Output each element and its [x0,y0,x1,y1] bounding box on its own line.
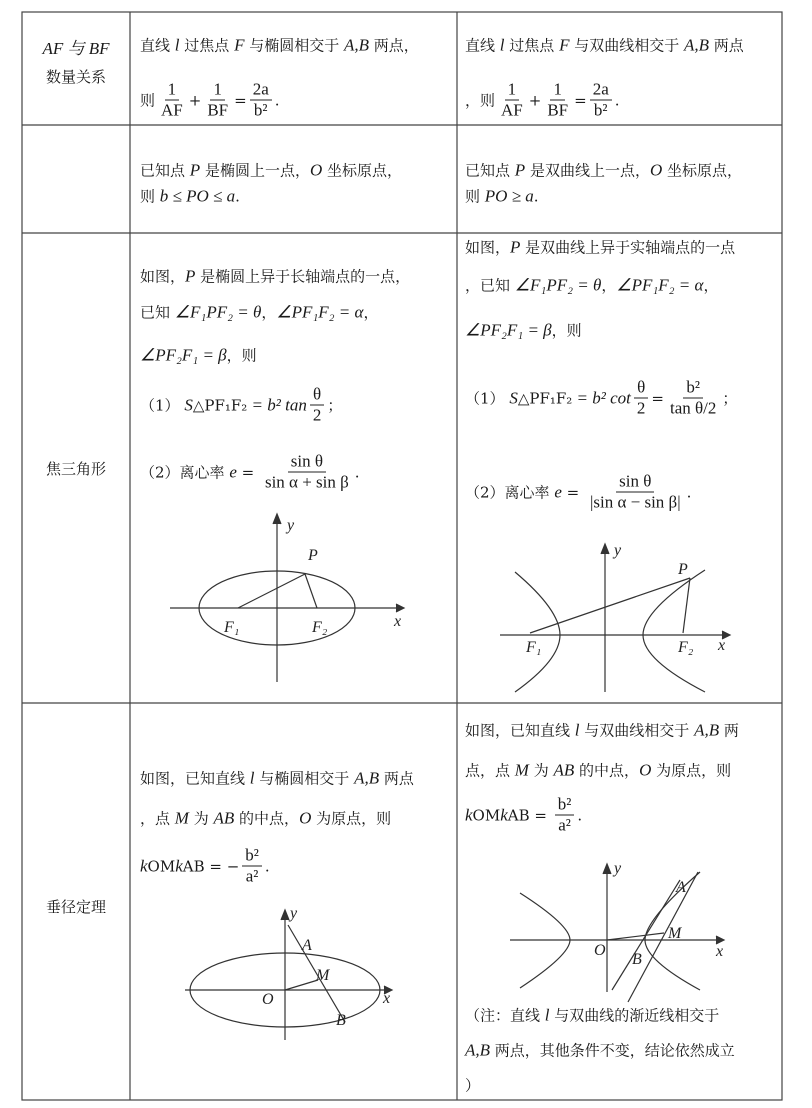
math-text: F [234,35,245,54]
text-line [140,452,360,493]
hyperbola-chord-diagram [510,864,724,1002]
math-text: ∠PF₁F₂ = α [616,275,704,294]
text: 两点， [369,36,419,55]
text: 坐标原点， [662,161,743,180]
text: 则 [140,187,160,206]
fraction [498,80,526,121]
math-text: O [299,808,312,827]
fraction [204,80,231,121]
fraction [310,385,325,426]
text: 是双曲线上一点， [525,161,650,180]
math-text: k [175,856,183,875]
math-text: A,B [354,768,380,787]
text: 为 [528,761,554,780]
text-line [465,1005,719,1026]
text: （2）离心率 [465,483,555,502]
label-f1: F₁ [526,639,542,656]
text-line [465,1075,480,1096]
text: ，则 [465,91,496,110]
text: 则 [465,187,485,206]
text: ， [601,276,617,295]
text: 坐标原点， [322,161,403,180]
fraction-denominator: |sin α − sin β| [589,492,681,512]
text: 与双曲线相交于 [569,36,684,55]
text-line [465,35,744,56]
fraction [634,378,649,419]
text: （1） [465,389,510,408]
fraction-numerator: sin θ [288,452,326,473]
text-line [140,35,419,56]
label-p: P [678,561,688,578]
text-line [465,186,539,207]
label-m: M [316,967,330,984]
row-label-focal-triangle: 焦三角形 [45,460,106,478]
fraction [158,80,186,121]
math-text: P [510,237,521,256]
fraction-denominator: AF [501,100,523,120]
text-line [465,320,582,341]
text: . [533,187,539,205]
fraction [590,80,612,121]
fraction-denominator: AF [161,100,183,120]
text-line [140,160,402,181]
text: 两点，其他条件不变，结论依然成立 [490,1041,735,1060]
label-p: P [308,547,318,564]
text: . [354,463,360,481]
text: . [614,91,620,109]
fraction-denominator: tan θ/2 [669,398,717,418]
text: △PF₁F₂ [517,389,573,407]
text-line [140,808,391,829]
fraction-denominator: 2 [312,405,322,425]
text: 两点 [709,36,744,55]
math-text: e [554,482,562,501]
label-y: y [614,542,622,559]
text: 与椭圆相交于 [244,36,344,55]
fraction-denominator: BF [207,100,229,120]
text: 的中点， [234,809,300,828]
label-a: A [676,879,686,896]
text: ； [327,396,343,415]
math-text: ∠PF₂F₁ = β [140,345,227,364]
label-b: B [632,951,642,968]
fraction [242,846,262,887]
text: 点，点 [465,761,515,780]
text-line [465,275,718,296]
fraction-numerator: sin θ [616,472,654,493]
text: ，已知 [465,276,515,295]
text: △PF₁F₂ [192,396,248,414]
label-o: O [262,991,274,1008]
math-text: ∠F₁PF₂ = θ [514,275,602,294]
math-text: = b² cot [572,388,631,407]
math-text: = b² tan [247,395,307,414]
label-f1: F₁ [224,619,240,636]
text-line [465,795,582,836]
label-x: x [394,613,402,630]
math-text: S [509,388,518,407]
text: ，则 [226,346,257,365]
math-text: AB [553,760,575,779]
text: 两点 [379,769,414,788]
text: （1） [140,396,185,415]
math-text: P [189,160,201,179]
row-label-perpendicular-chord: 垂径定理 [45,898,106,916]
text-line [465,472,691,513]
text: ） [465,1076,481,1095]
text: ， [703,276,719,295]
text: OM [147,857,176,875]
text: 则 [140,91,156,110]
fraction-numerator: b² [683,378,703,399]
fraction-numerator: b² [555,795,575,816]
text-line [465,760,731,781]
text: = [529,806,552,824]
label-y: y [614,860,622,877]
text: = [234,91,247,109]
fraction-numerator: θ [634,378,648,399]
text: AB [182,857,205,875]
text: = [651,389,664,407]
row-label-quantity-relation: 数量关系 [45,68,106,86]
text-line [140,80,280,121]
math-text: l [249,768,255,787]
math-text: P [514,160,526,179]
text: ； [722,389,738,408]
label-m: M [668,925,682,942]
hyperbola-focal-triangle-diagram [500,544,730,692]
text: 过焦点 [179,36,235,55]
text: （2）离心率 [140,463,230,482]
label-f2: F₂ [312,619,328,636]
label-b: B [336,1012,346,1029]
text: ，则 [551,321,582,340]
math-text: AB [213,808,235,827]
math-text: O [309,160,323,179]
math-text: k [140,856,148,875]
text-line [140,186,240,207]
text: + [188,91,202,109]
text: = [574,91,587,109]
fraction-numerator: 1 [505,80,520,101]
math-text: A,B [465,1040,491,1059]
math-text: S [184,395,193,414]
math-text: PO ≥ a [484,186,534,205]
math-text: P [185,266,196,285]
fraction-denominator: 2 [636,398,646,418]
text: ， [261,303,277,322]
fraction-denominator: b² [253,100,268,120]
math-text: O [649,160,663,179]
math-text: A,B [684,35,710,54]
text: 为原点，则 [311,809,392,828]
label-x: x [718,637,726,654]
text: 为原点，则 [651,761,732,780]
text: . [686,483,692,501]
ellipse-focal-triangle-diagram [170,514,404,682]
text: . [577,806,583,824]
math-text: b ≤ PO ≤ a [159,186,236,205]
text: 如图，已知直线 [465,721,575,740]
math-text: M [174,808,189,827]
fraction-numerator: 2a [590,80,612,101]
math-text: A,B [694,720,720,739]
text-line [465,1040,735,1061]
math-text: l [174,35,180,54]
text: 的中点， [574,761,640,780]
text: = [236,463,259,481]
fraction-denominator: a² [558,815,571,835]
math-text: ∠PF₂F₁ = β [465,320,552,339]
text-line [465,237,735,258]
text-line [140,266,410,287]
fraction [262,452,352,493]
text: 与椭圆相交于 [254,769,355,788]
text: . [264,857,270,875]
text: + [528,91,542,109]
text: . [235,187,240,205]
math-text: F [559,35,570,54]
label-o: O [594,942,606,959]
ellipse-chord-diagram [185,910,392,1040]
fraction-numerator: 1 [165,80,180,101]
text: （注：直线 [465,1006,545,1025]
text: 直线 [140,36,175,55]
math-text: ∠F₁PF₂ = θ [174,302,262,321]
text: 如图， [465,238,511,257]
text: AB [507,806,530,824]
math-text: ∠PF₁F₂ = α [276,302,364,321]
fraction-numerator: 1 [210,80,225,101]
text-line [140,768,414,789]
label-y: y [287,517,295,534]
math-text: k [465,805,473,824]
fraction [544,80,571,121]
text: 直线 [465,36,500,55]
text-line [465,80,620,121]
text: = − [204,857,240,875]
text: 是椭圆上一点， [200,161,310,180]
fraction-numerator: 2a [250,80,272,101]
text: 与双曲线的渐近线相交于 [549,1006,720,1025]
math-text: l [544,1005,550,1024]
fraction-denominator: BF [547,100,569,120]
fraction [587,472,684,513]
fraction-numerator: 1 [550,80,565,101]
text: 已知 [140,303,175,322]
fraction [555,795,575,836]
fraction-denominator: b² [593,100,608,120]
text: ， [363,303,379,322]
fraction [667,378,719,419]
math-text: l [499,35,505,54]
text-line [140,846,270,887]
text: 如图，已知直线 [140,769,250,788]
row-label-af-bf: AF 与 BF [42,39,110,58]
text-line [140,345,257,366]
fraction-numerator: b² [242,846,262,867]
math-text: k [500,805,508,824]
math-text: A,B [344,35,370,54]
label-a: A [302,937,312,954]
label-f2: F₂ [678,639,694,656]
text: 是椭圆上异于长轴端点的一点， [195,267,411,286]
fraction-numerator: θ [310,385,324,406]
fraction [250,80,272,121]
label-x: x [383,990,391,1007]
text-line [140,302,378,323]
math-text: l [574,720,580,739]
fraction-denominator: sin α + sin β [264,472,349,492]
label-x: x [716,943,724,960]
math-text: M [514,760,529,779]
label-y: y [290,905,298,922]
text: 过焦点 [504,36,560,55]
text-line [465,160,742,181]
text: 如图， [140,267,186,286]
math-text: O [639,760,652,779]
text: . [274,91,280,109]
text: 与双曲线相交于 [579,721,695,740]
fraction-denominator: a² [245,866,259,886]
text: OM [472,806,501,824]
math-text: e [229,462,237,481]
text: 是双曲线上异于实轴端点的一点 [520,238,736,257]
text: = [561,483,584,501]
text: 已知点 [140,161,190,180]
text: 已知点 [465,161,515,180]
text-line [465,720,739,741]
text: ，点 [140,809,175,828]
text: 两 [719,721,739,740]
text-line [465,378,737,419]
text-line [140,385,342,426]
text: 为 [188,809,214,828]
